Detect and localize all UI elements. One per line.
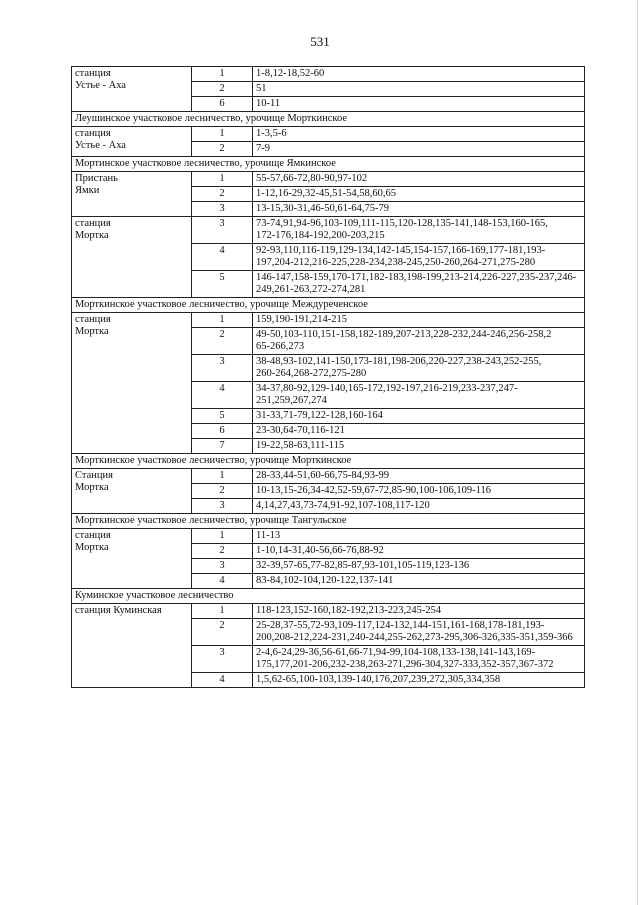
section-header: Морткинское участковое лесничество, урочище Морткинское <box>72 454 585 469</box>
place-cell: станция Куминская <box>72 604 192 688</box>
kvartals-cell: 1,5,62-65,100-103,139-140,176,207,239,272,305,334,358 <box>253 673 585 688</box>
table-row <box>72 469 585 484</box>
kvartal-group-cell: 2 <box>192 619 253 646</box>
kvartal-group-cell: 1 <box>192 604 253 619</box>
kvartals-cell: 1-8,12-18,52-60 <box>253 67 585 82</box>
place-cell: Пристань Ямки <box>72 172 192 217</box>
kvartals-cell: 13-15,30-31,46-50,61-64,75-79 <box>253 202 585 217</box>
kvartal-group-cell: 2 <box>192 544 253 559</box>
page-number: 531 <box>310 34 330 49</box>
kvartals-cell: 31-33,71-79,122-128,160-164 <box>253 409 585 424</box>
table-row <box>72 529 585 544</box>
kvartal-group-cell: 1 <box>192 313 253 328</box>
section-header-row <box>72 454 585 469</box>
section-header: Морткинское участковое лесничество, урочище Междуреченское <box>72 298 585 313</box>
kvartal-group-cell: 1 <box>192 67 253 82</box>
kvartal-group-cell: 3 <box>192 499 253 514</box>
kvartals-cell: 49-50,103-110,151-158,182-189,207-213,228-232,244-246,256-258,2 65-266,273 <box>253 328 585 355</box>
kvartal-group-cell: 6 <box>192 424 253 439</box>
kvartal-group-cell: 2 <box>192 187 253 202</box>
place-cell: станция Устье - Аха <box>72 127 192 157</box>
place-cell: станция Мортка <box>72 313 192 454</box>
kvartal-group-cell: 4 <box>192 574 253 589</box>
kvartals-cell: 2-4,6-24,29-36,56-61,66-71,94-99,104-108,133-138,141-143,169-175,177,201-206,232-238,263-271,296-304,327-333,352-357,367-372 <box>253 646 585 673</box>
section-header: Куминское участковое лесничество <box>72 589 585 604</box>
section-header-row <box>72 157 585 172</box>
section-header-row <box>72 514 585 529</box>
kvartals-cell: 4,14,27,43,73-74,91-92,107-108,117-120 <box>253 499 585 514</box>
kvartals-cell: 10-11 <box>253 97 585 112</box>
kvartal-group-cell: 3 <box>192 202 253 217</box>
table-row <box>72 604 585 619</box>
kvartal-group-cell: 7 <box>192 439 253 454</box>
kvartal-group-cell: 6 <box>192 97 253 112</box>
kvartals-cell: 19-22,58-63,111-115 <box>253 439 585 454</box>
table-row <box>72 127 585 142</box>
table-row <box>72 217 585 244</box>
kvartal-group-cell: 3 <box>192 559 253 574</box>
kvartals-cell: 83-84,102-104,120-122,137-141 <box>253 574 585 589</box>
section-header: Морткинское участковое лесничество, урочище Тангульское <box>72 514 585 529</box>
kvartal-group-cell: 4 <box>192 382 253 409</box>
kvartals-cell: 146-147,158-159,170-171,182-183,198-199,213-214,226-227,235-237,246-249,261-263,272-274,281 <box>253 271 585 298</box>
kvartal-group-cell: 1 <box>192 127 253 142</box>
kvartals-cell: 55-57,66-72,80-90,97-102 <box>253 172 585 187</box>
kvartal-group-cell: 3 <box>192 646 253 673</box>
kvartal-group-cell: 5 <box>192 409 253 424</box>
kvartals-cell: 51 <box>253 82 585 97</box>
kvartal-group-cell: 3 <box>192 217 253 244</box>
kvartals-cell: 1-10,14-31,40-56,66-76,88-92 <box>253 544 585 559</box>
scan-edge-line <box>637 0 638 905</box>
place-cell: станция Устье - Аха <box>72 67 192 112</box>
kvartals-cell: 92-93,110,116-119,129-134,142-145,154-157,166-169,177-181,193-197,204-212,216-225,228-234,238-245,250-260,264-271,275-280 <box>253 244 585 271</box>
kvartals-cell: 34-37,80-92,129-140,165-172,192-197,216-219,233-237,247-251,259,267,274 <box>253 382 585 409</box>
kvartal-group-cell: 1 <box>192 469 253 484</box>
place-cell: станция Мортка <box>72 529 192 589</box>
forest-quarters-table <box>71 66 585 688</box>
kvartal-group-cell: 2 <box>192 484 253 499</box>
kvartal-group-cell: 4 <box>192 673 253 688</box>
table-row <box>72 172 585 187</box>
kvartal-group-cell: 2 <box>192 82 253 97</box>
kvartals-cell: 7-9 <box>253 142 585 157</box>
kvartals-cell: 25-28,37-55,72-93,109-117,124-132,144-151,161-168,178-181,193-200,208-212,224-231,240-244,255-262,273-295,306-326,335-351,359-366 <box>253 619 585 646</box>
kvartal-group-cell: 3 <box>192 355 253 382</box>
kvartals-cell: 118-123,152-160,182-192,213-223,245-254 <box>253 604 585 619</box>
kvartal-group-cell: 1 <box>192 172 253 187</box>
kvartals-cell: 10-13,15-26,34-42,52-59,67-72,85-90,100-106,109-116 <box>253 484 585 499</box>
kvartal-group-cell: 2 <box>192 328 253 355</box>
section-header-row <box>72 589 585 604</box>
table-row <box>72 313 585 328</box>
kvartals-cell: 23-30,64-70,116-121 <box>253 424 585 439</box>
kvartals-cell: 73-74,91,94-96,103-109,111-115,120-128,135-141,148-153,160-165, 172-176,184-192,200-203,215 <box>253 217 585 244</box>
section-header: Леушинское участковое лесничество, урочище Морткинское <box>72 112 585 127</box>
kvartals-cell: 32-39,57-65,77-82,85-87,93-101,105-119,123-136 <box>253 559 585 574</box>
kvartals-cell: 1-3,5-6 <box>253 127 585 142</box>
place-cell: Станция Мортка <box>72 469 192 514</box>
section-header-row <box>72 298 585 313</box>
kvartals-cell: 38-48,93-102,141-150,173-181,198-206,220-227,238-243,252-255, 260-264,268-272,275-280 <box>253 355 585 382</box>
kvartals-cell: 1-12,16-29,32-45,51-54,58,60,65 <box>253 187 585 202</box>
section-header-row <box>72 112 585 127</box>
kvartals-cell: 28-33,44-51,60-66,75-84,93-99 <box>253 469 585 484</box>
section-header: Мортинское участковое лесничество, урочище Ямкинское <box>72 157 585 172</box>
kvartals-cell: 11-13 <box>253 529 585 544</box>
kvartals-cell: 159,190-191,214-215 <box>253 313 585 328</box>
kvartal-group-cell: 1 <box>192 529 253 544</box>
kvartal-group-cell: 2 <box>192 142 253 157</box>
kvartal-group-cell: 4 <box>192 244 253 271</box>
table-row <box>72 67 585 82</box>
kvartal-group-cell: 5 <box>192 271 253 298</box>
place-cell: станция Мортка <box>72 217 192 298</box>
